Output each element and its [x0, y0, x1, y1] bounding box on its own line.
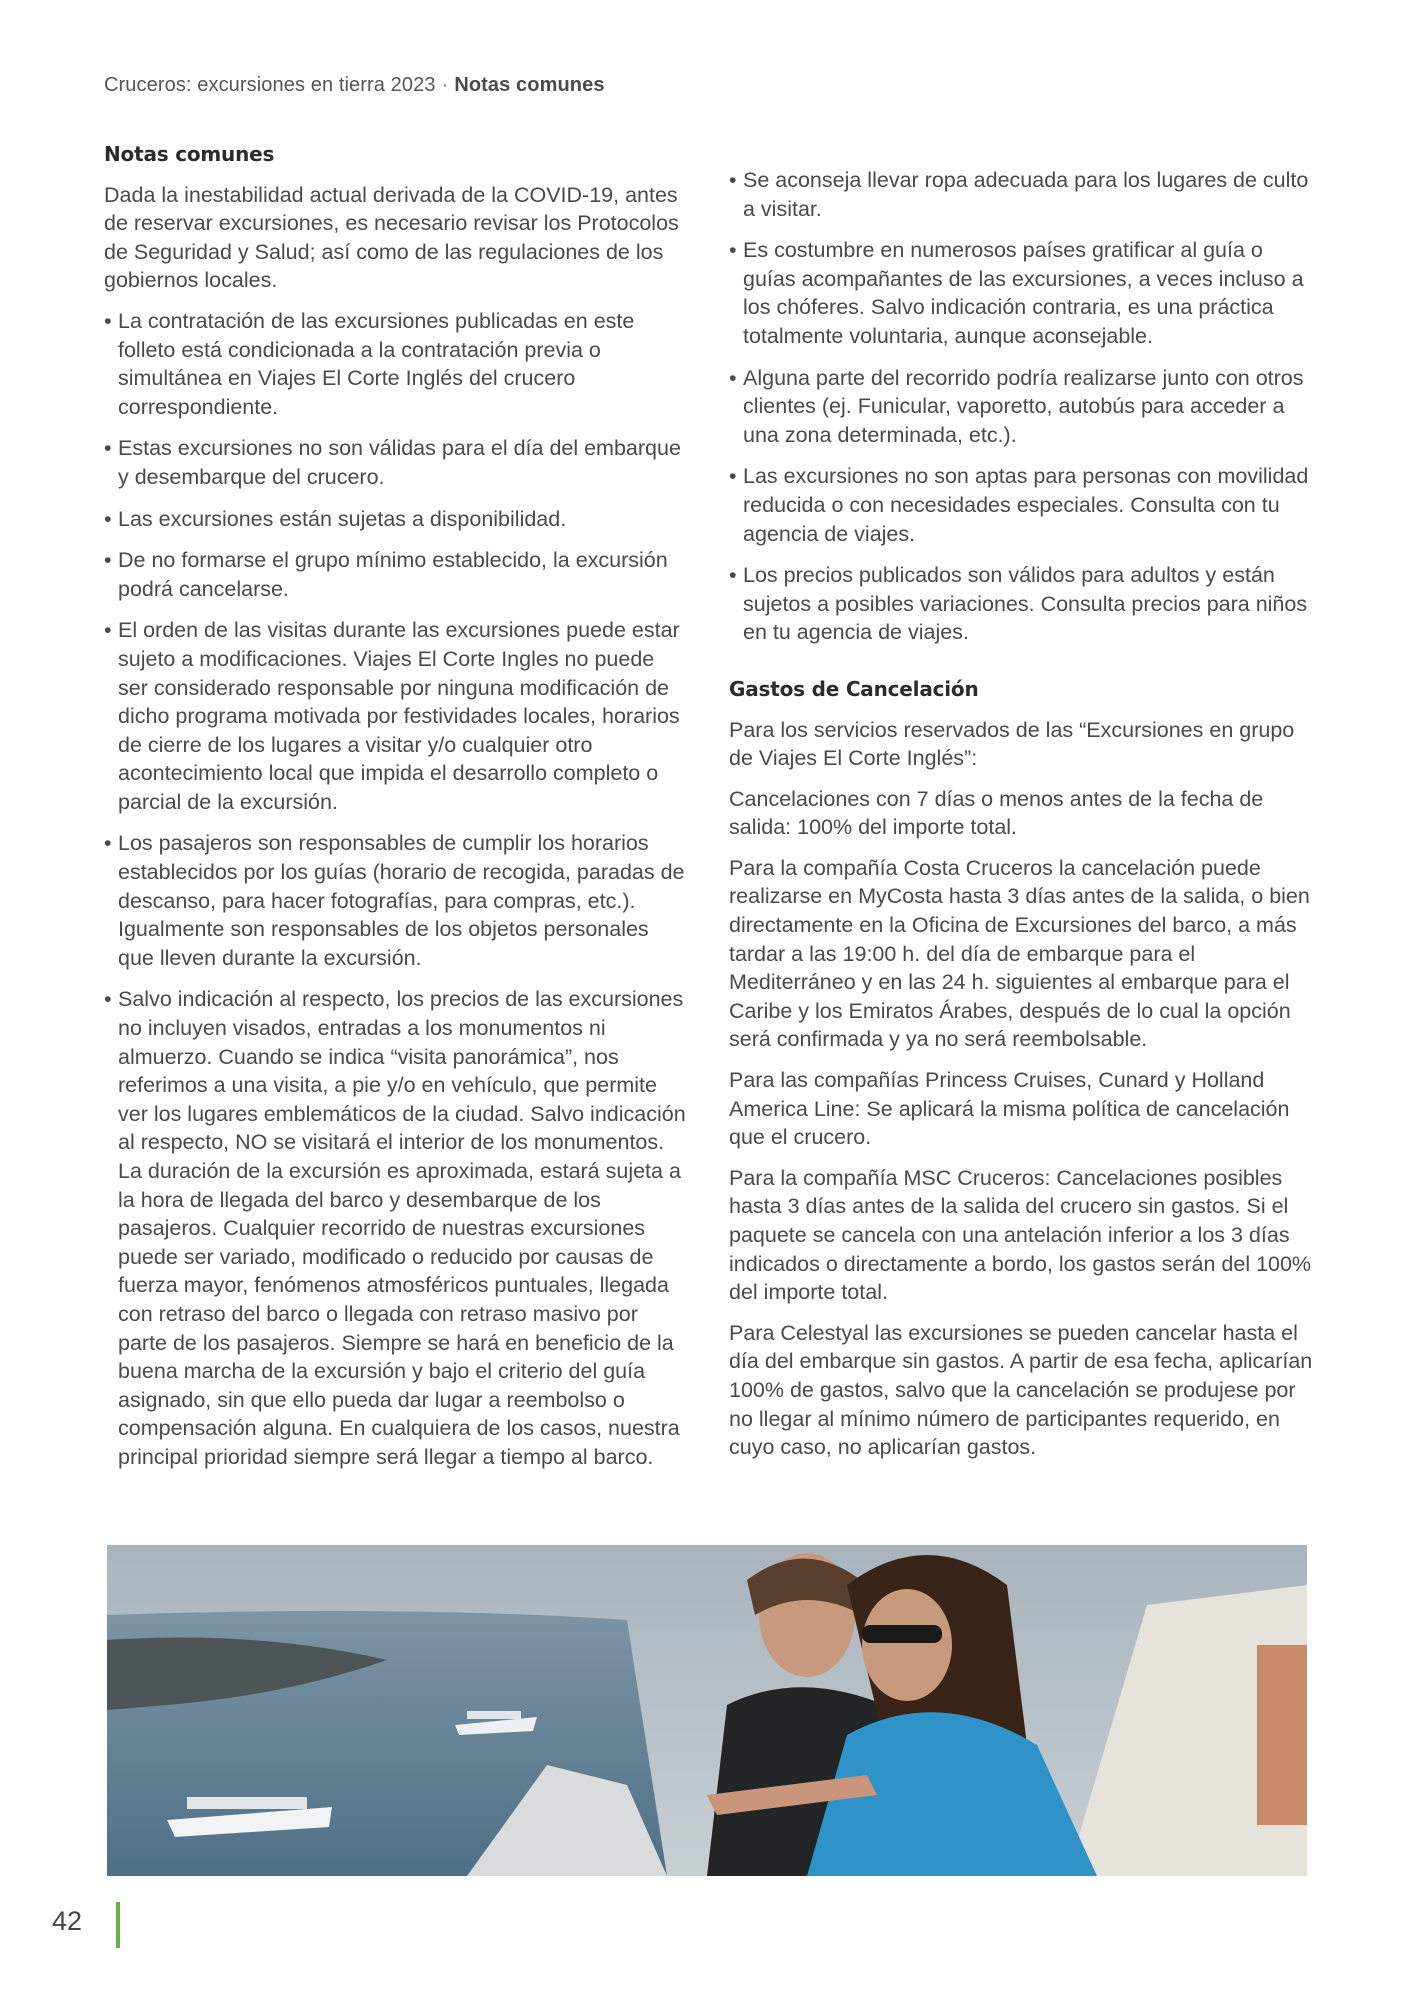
section-title: Notas comunes [454, 74, 605, 96]
cancellation-paragraph: Para las compañías Princess Cruises, Cunard y Holland America Line: Se aplicará la misma política de cancelación que el crucero. [729, 1068, 1290, 1150]
cruise-photo [107, 1545, 1307, 1876]
cancellation-paragraph: Para los servicios reservados de las “Excursiones en grupo de Viajes El Corte Inglés”: [729, 717, 1295, 771]
running-header [104, 74, 605, 97]
list-item: • Se aconseja llevar ropa adecuada para los lugares de culto a visitar. [729, 166, 1314, 223]
terracotta-wall [1257, 1645, 1307, 1825]
photo-illustration [107, 1545, 1307, 1876]
notes-list-continued [729, 166, 1314, 647]
list-item: • El orden de las visitas durante las excursiones puede estar sujeto a modificaciones. Viajes El Corte Ingles no puede ser considerado responsable por ninguna modificación de dicho programa motivada por festividades locales, horarios de cierre de los lugares a visitar y/o cualquier otro acontecimiento local que impida el desarrollo completo o parcial de la excursión. [104, 616, 688, 816]
notes-heading: Notas comunes [104, 142, 275, 166]
cancellation-paragraph: Para la compañía MSC Cruceros: Cancelaciones posibles hasta 3 días antes de la salida del crucero sin gastos. Si el paquete se cancela con una antelación inferior a los 3 días indicados o directamente a bordo, los gastos serán del 100% del importe total. [729, 1165, 1312, 1305]
cancellation-paragraph: Para Celestyal las excursiones se pueden cancelar hasta el día del embarque sin gastos. A partir de esa fecha, aplicarían 100% de gastos, salvo que la cancelación se produjese por no llegar al mínimo número de participantes requerido, en cuyo caso, no aplicarían gastos. [729, 1320, 1313, 1460]
header-separator: · [441, 74, 449, 96]
cancellation-paragraph: Cancelaciones con 7 días o menos antes de la fecha de salida: 100% del importe total. [729, 786, 1264, 840]
page-number: 42 [52, 1906, 83, 1936]
list-item: • Alguna parte del recorrido podría realizarse junto con otros clientes (ej. Funicular, vaporetto, autobús para acceder a una zona determinada, etc.). [729, 364, 1314, 450]
list-item: • La contratación de las excursiones publicadas en este folleto está condicionada a la contratación previa o simultánea en Viajes El Corte Inglés del crucero correspondiente. [104, 307, 688, 421]
list-item: • De no formarse el grupo mínimo establecido, la excursión podrá cancelarse. [104, 546, 688, 603]
publication-title: Cruceros: excursiones en tierra 2023 [104, 74, 436, 96]
list-item: • Los pasajeros son responsables de cumplir los horarios establecidos por los guías (horario de recogida, paradas de descanso, para hacer fotografías, para compras, etc.). Igualmente son responsables de los objetos personales que lleven durante la excursión. [104, 829, 688, 972]
cancellation-paragraph: Para la compañía Costa Cruceros la cancelación puede realizarse en MyCosta hasta 3 días antes de la salida, o bien directamente en la Oficina de Excursiones del barco, a más tardar a las 19:00 h. del día de embarque para el Mediterráneo y en las 24 h. siguientes al embarque para el Caribe y los Emiratos Árabes, después de lo cual la opción será confirmada y ya no será reembolsable. [729, 855, 1310, 1052]
left-column [104, 140, 688, 1485]
list-item: • Salvo indicación al respecto, los precios de las excursiones no incluyen visados, entradas a los monumentos ni almuerzo. Cuando se indica “visita panorámica”, nos referimos a una visita, a pie y/o en vehículo, que permite ver los lugares emblemáticos de la ciudad. Salvo indicación al respecto, NO se visitará el interior de los monumentos. La duración de la excursión es aproximada, estará sujeta a la hora de llegada del barco y desembarque de los pasajeros. Cualquier recorrido de nuestras excursiones puede ser variado, modificado o reducido por causas de fuerza mayor, fenómenos atmosféricos puntuales, llegada con retraso del barco o llegada con retraso masivo por parte de los pasajeros. Siempre se hará en beneficio de la buena marcha de la excursión y bajo el criterio del guía asignado, sin que ello pueda dar lugar a reembolso o compensación alguna. En cualquiera de los casos, nuestra principal prioridad siempre será llegar a tiempo al barco. [104, 985, 688, 1471]
right-column [729, 166, 1314, 1474]
intro-paragraph: Dada la inestabilidad actual derivada de la COVID-19, antes de reservar excursiones, es necesario revisar los Protocolos de Seguridad y Salud; así como de las regulaciones de los gobiernos locales. [104, 182, 679, 293]
list-item: • Los precios publicados son válidos para adultos y están sujetos a posibles variaciones. Consulta precios para niños en tu agencia de viajes. [729, 561, 1314, 647]
cancellation-heading: Gastos de Cancelación [729, 676, 979, 701]
list-item: • Las excursiones no son aptas para personas con movilidad reducida o con necesidades especiales. Consulta con tu agencia de viajes. [729, 462, 1314, 548]
page-accent-bar [116, 1902, 120, 1948]
list-item: • Es costumbre en numerosos países gratificar al guía o guías acompañantes de las excursiones, a veces incluso a los chóferes. Salvo indicación contraria, es una práctica totalmente voluntaria, aunque aconsejable. [729, 236, 1314, 350]
list-item: • Estas excursiones no son válidas para el día del embarque y desembarque del crucero. [104, 434, 688, 491]
notes-list [104, 307, 688, 1472]
list-item: • Las excursiones están sujetas a disponibilidad. [104, 505, 688, 534]
